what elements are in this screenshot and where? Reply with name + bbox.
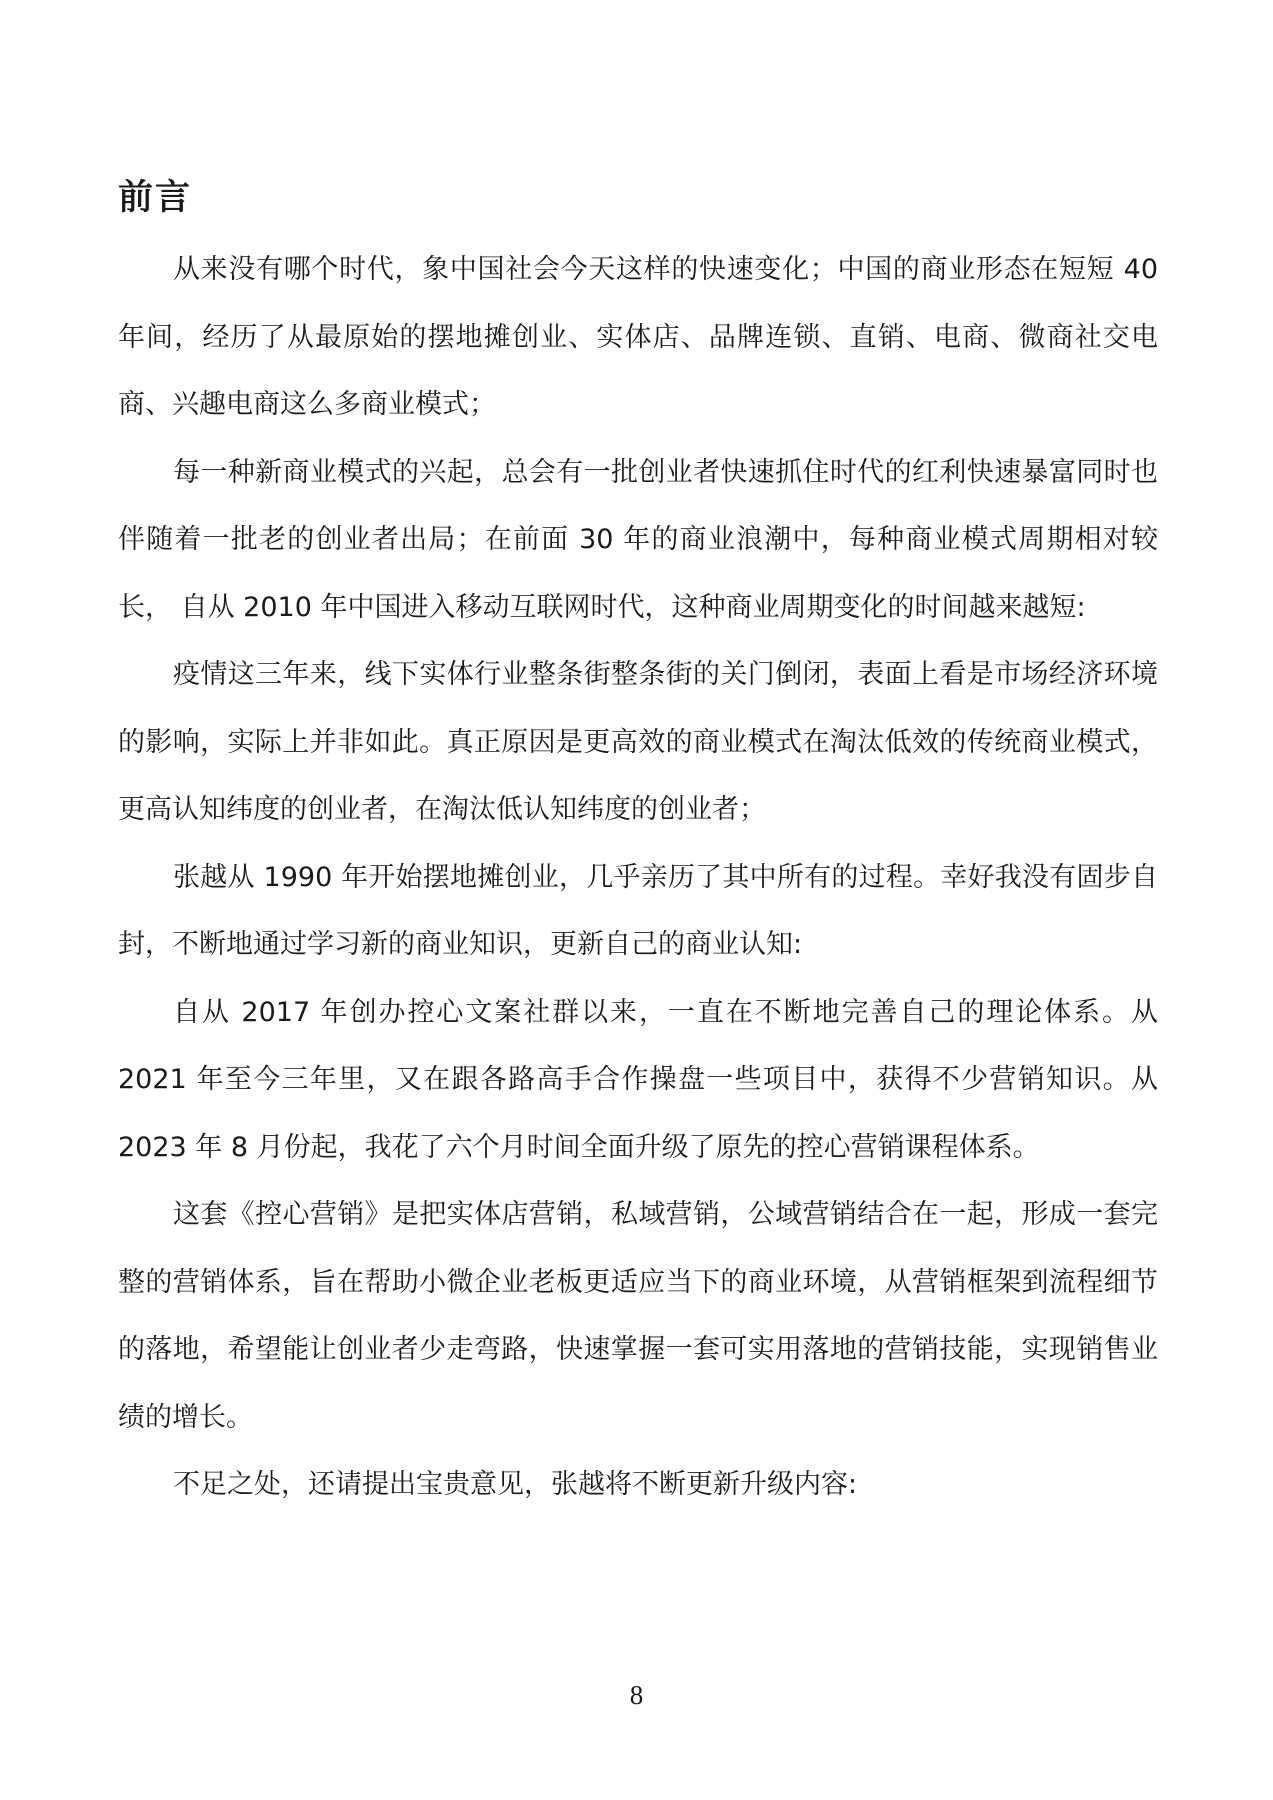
paragraph-3: 疫情这三年来，线下实体行业整条街整条街的关门倒闭，表面上看是市场经济环境的影响，实际上并非如此。真正原因是更高效的商业模式在淘汰低效的传统商业模式，更高认知纬度的创业者，在淘汰低认知纬度的创业者； [118, 659, 1158, 825]
paragraph-4: 张越从 1990 年开始摆地摊创业，几乎亲历了其中所有的过程。幸好我没有固步自封，不断地通过学习新的商业知识，更新自己的商业认知: [118, 861, 1158, 960]
paragraph-7: 不足之处，还请提出宝贵意见，张越将不断更新升级内容: [173, 1469, 858, 1500]
body-text [118, 236, 1158, 1519]
page-number: 8 [629, 1680, 644, 1710]
paragraph-6: 这套《控心营销》是把实体店营销，私域营销，公域营销结合在一起，形成一套完整的营销体系，旨在帮助小微企业老板更适应当下的商业环境，从营销框架到流程细节的落地，希望能让创业者少走弯路，快速掌握一套可实用落地的营销技能，实现销售业绩的增长。 [118, 1199, 1158, 1433]
paragraph-2: 每一种新商业模式的兴起，总会有一批创业者快速抓住时代的红利快速暴富同时也伴随着一批老的创业者出局；在前面 30 年的商业浪潮中，每种商业模式周期相对较长， 自从 2010 年中国进入移动互联网时代，这种商业周期变化的时间越来越短: [118, 456, 1158, 623]
page-title: 前言 [118, 178, 193, 218]
paragraph-1: 从来没有哪个时代，象中国社会今天这样的快速变化；中国的商业形态在短短 40 年间，经历了从最原始的摆地摊创业、实体店、品牌连锁、直销、电商、微商社交电商、兴趣电商这么多商业模式； [118, 254, 1158, 420]
paragraph-5: 自从 2017 年创办控心文案社群以来，一直在不断地完善自己的理论体系。从 2021 年至今三年里，又在跟各路高手合作操盘一些项目中，获得不少营销知识。从 2023 年 8 月份起，我花了六个月时间全面升级了原先的控心营销课程体系。 [118, 996, 1158, 1163]
